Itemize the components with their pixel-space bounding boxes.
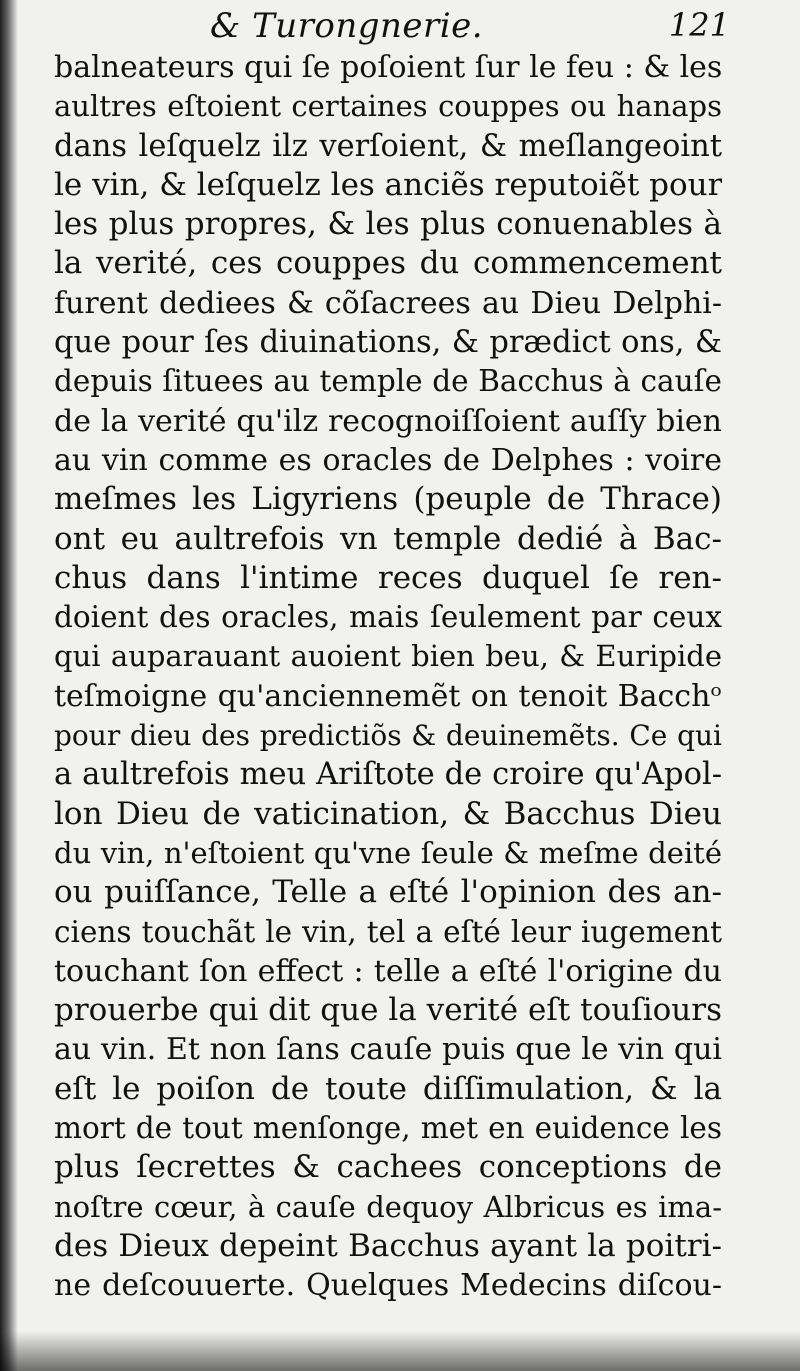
- text-line: au vin. Et non ſans cauſe puis que le vin qui: [54, 1032, 722, 1068]
- text-line: balneateurs qui ſe poſoient ſur le feu : & les: [54, 50, 722, 85]
- text-line: mort de tout menſonge, met en euidence les: [54, 1111, 722, 1146]
- text-line: plus ſecrettes & cachees conceptions de: [54, 1149, 722, 1186]
- text-line: aultres eſtoient certaines couppes ou hanaps: [54, 89, 722, 124]
- text-line: a aultrefois meu Ariſtote de croire qu'Apol-: [54, 757, 722, 793]
- page-number: 121: [668, 6, 730, 44]
- text-line: lon Dieu de vaticination, & Bacchus Dieu: [54, 795, 722, 832]
- text-line: touchant ſon effect : telle a eſté l'origine du: [54, 953, 722, 989]
- text-line: pour dieu des predictiõs & deuinemẽts. Ce qui: [54, 719, 722, 753]
- text-line: depuis ſituees au temple de Bacchus à cauſe: [54, 364, 722, 399]
- page-bottom-shadow: [0, 1331, 800, 1371]
- running-title: & Turongnerie.: [210, 6, 484, 46]
- text-line: noſtre cœur, à cauſe dequoy Albricus es ima-: [54, 1189, 722, 1224]
- text-line: dans leſquelz ilz verſoient, & meſlangeoint: [54, 128, 722, 164]
- page-header: [210, 6, 730, 48]
- text-line: au vin comme es oracles de Delphes : voire: [54, 442, 722, 478]
- text-line: doient des oracles, mais ſeulement par ceux: [54, 600, 722, 635]
- text-line: ne deſcouuerte. Quelques Medecins diſcou-: [54, 1268, 722, 1304]
- text-line: ou puiſſance, Telle a eſté l'opinion des an-: [54, 874, 722, 911]
- text-line: meſmes les Ligyriens (peuple de Thrace): [54, 481, 722, 518]
- text-line: la verité, ces couppes du commencement: [54, 245, 722, 282]
- body-text: [54, 48, 722, 1306]
- text-line: des Dieux depeint Bacchus ayant la poitri-: [54, 1227, 722, 1264]
- text-line: qui auparauant auoient bien beu, & Euripide: [54, 639, 722, 674]
- text-line: prouerbe qui dit que la verité eſt touſiours: [54, 992, 722, 1029]
- text-line: les plus propres, & les plus conuenables à: [54, 206, 722, 243]
- text-line: de la verité qu'ilz recognoiſſoient auſſy bien: [54, 403, 722, 439]
- text-line: teſmoigne qu'anciennemẽt on tenoit Bacchᵒ: [54, 678, 722, 714]
- text-line: que pour ſes diuinations, & prædict ons, &: [54, 325, 722, 361]
- text-line: eſt le poiſon de toute diſſimulation, & la: [54, 1070, 722, 1107]
- binding-shadow: [0, 0, 18, 1371]
- text-line: du vin, n'eſtoient qu'vne ſeule & meſme deité: [54, 835, 722, 870]
- text-line: chus dans l'intime reces duquel ſe ren-: [54, 559, 722, 596]
- text-line: ont eu aultrefois vn temple dedié à Bac-: [54, 520, 722, 557]
- text-line: furent dediees & cõſacrees au Dieu Delphi-: [54, 285, 722, 321]
- text-line: ciens touchãt le vin, tel a eſté leur iugement: [54, 914, 722, 949]
- text-line: le vin, & leſquelz les anciẽs reputoiẽt pour: [54, 166, 722, 203]
